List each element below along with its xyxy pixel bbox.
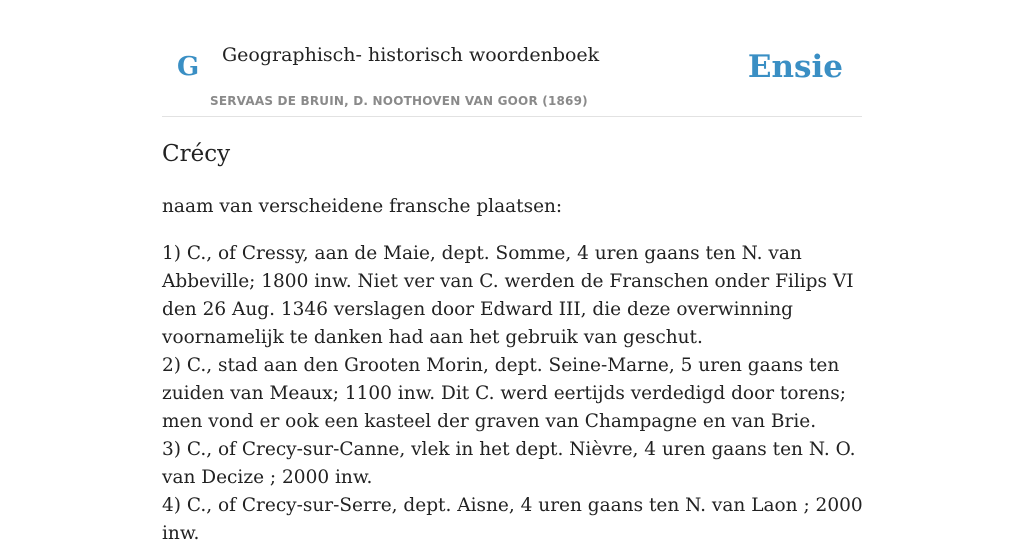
ensie-brand-logo[interactable]: Ensie [747,49,843,85]
dictionary-logo[interactable]: G [177,52,200,82]
entry-item: 1) C., of Cressy, aan de Maie, dept. Somme, 4 uren gaans ten N. van Abbeville; 1800 inw. Niet ver van C. werden de Franschen onder Filips VI den 26 Aug. 1346 verslagen door Edward III, die deze overwinning voornamelijk te danken had aan het gebruik van geschut. [162,243,854,348]
entry-title: Crécy [162,141,231,167]
book-title[interactable]: Geographisch- historisch woordenboek [222,44,600,66]
entry-item: 4) C., of Crecy-sur-Serre, dept. Aisne, 4 uren gaans ten N. van Laon ; 2000 inw. [162,495,863,544]
header [162,0,862,117]
entry-item: 3) C., of Crecy-sur-Canne, vlek in het dept. Nièvre, 4 uren gaans ten N. O. van Decize ; 2000 inw. [162,439,856,488]
book-authors: SERVAAS DE BRUIN, D. NOOTHOVEN VAN GOOR (1869) [210,94,588,108]
entry-intro: naam van verscheidene fransche plaatsen: [162,196,563,217]
entry-item: 2) C., stad aan den Grooten Morin, dept. Seine-Marne, 5 uren gaans ten zuiden van Meaux; 1100 inw. Dit C. werd eertijds verdedigd door torens; men vond er ook een kasteel der graven van Champagne en van Brie. [162,355,846,432]
entry-content [162,193,867,548]
